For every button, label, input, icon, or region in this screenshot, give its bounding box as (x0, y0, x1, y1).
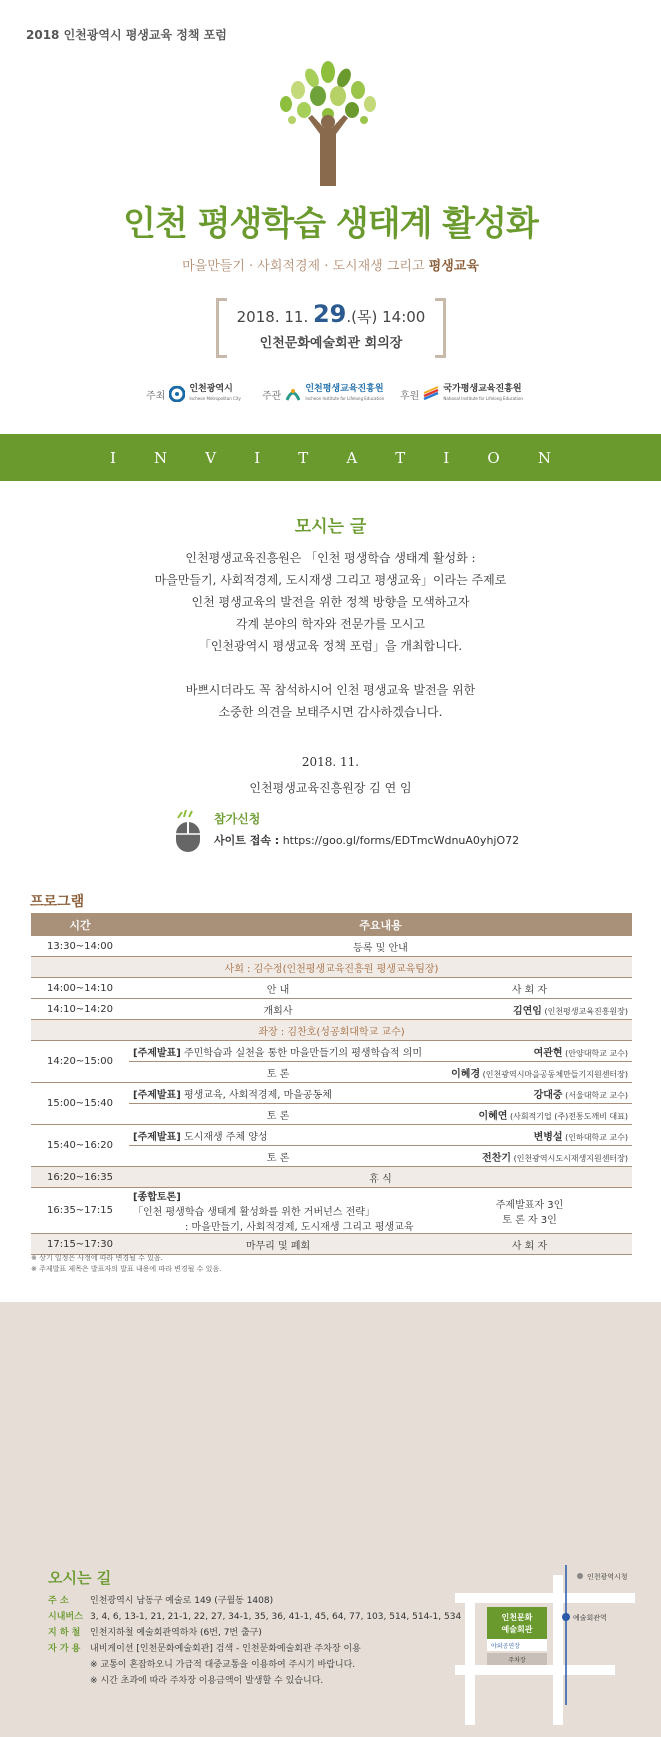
direction-key (48, 1657, 90, 1673)
subtitle-bold: 평생교육 (428, 259, 479, 274)
table-row (31, 1167, 632, 1188)
row-time: 16:35~17:15 (31, 1188, 129, 1234)
direction-row (48, 1593, 461, 1609)
banner-letter: I (110, 448, 116, 467)
map-venue-line2: 예술회관 (501, 1625, 533, 1634)
row-content (129, 1188, 427, 1234)
row-speaker (427, 1146, 632, 1167)
row-content: 등록 및 안내 (129, 936, 632, 957)
table-row (31, 1188, 632, 1234)
letter-signature: 인천평생교육진흥원장 김 연 임 (249, 781, 412, 795)
date-box (216, 298, 446, 354)
incheon-logo-icon (169, 386, 185, 402)
row-speaker: 사 회 자 (427, 1234, 632, 1255)
map-venue-line1: 인천문화 (501, 1613, 533, 1622)
banner-letter: N (537, 448, 551, 467)
banner-letter: T (298, 448, 309, 467)
direction-key: 자 가 용 (48, 1644, 81, 1654)
map-road (455, 1593, 635, 1603)
city-hall-marker (577, 1573, 583, 1579)
letter-line: 인천 평생교육의 발전을 위한 정책 방향을 모색하고자 (191, 595, 470, 609)
registration-title: 참가신청 (214, 812, 261, 826)
speaker-affiliation: (사회적기업 (주)전통도깨비 대표) (507, 1111, 629, 1121)
row-speaker (427, 1188, 632, 1234)
forum-label: 2018 인천광역시 평생교육 정책 포럼 (26, 28, 227, 42)
org-host-role: 주최 (146, 390, 166, 402)
session-tag: [주제발표] (133, 1131, 181, 1143)
letter-line: 바쁘시더라도 꼭 참석하시어 인천 평생교육 발전을 위한 (185, 683, 476, 697)
letter-line: 소중한 의견을 보태주시면 감사하겠습니다. (218, 705, 443, 719)
letter-line: 인천평생교육진흥원은 「인천 평생학습 생태계 활성화 : (185, 551, 476, 565)
map-parking-label: 주차장 (508, 1657, 526, 1664)
tree-logo (268, 60, 388, 186)
program-title: 프로그램 (30, 894, 85, 910)
registration-block (174, 808, 534, 856)
direction-value: 내비게이션 [인천문화예술회관] 검색 - 인천문화예술회관 주차장 이용 (90, 1644, 361, 1654)
direction-row (48, 1657, 461, 1673)
banner-letter: N (154, 448, 168, 467)
row-speaker: 사 회 자 (427, 978, 632, 999)
session-topic: 평생교육, 사회적경제, 마을공동체 (180, 1089, 332, 1101)
letter-line: 마을만들기, 사회적경제, 도시재생 그리고 평생교육」이라는 주제로 (154, 573, 507, 587)
letter-line: 「인천광역시 평생교육 정책 포럼」을 개최합니다. (198, 639, 463, 653)
row-time: 14:20~15:00 (31, 1041, 129, 1083)
row-time: 15:40~16:20 (31, 1125, 129, 1167)
session-tag: [종합토론] (133, 1192, 181, 1203)
schedule-note: ※ 상기 일정은 사정에 따라 변경될 수 있음. (31, 1254, 163, 1262)
panel-title: 「인천 평생학습 생태계 활성화를 위한 거버넌스 전략」 (133, 1207, 375, 1218)
col-content-header: 주요내용 (129, 913, 632, 936)
invitation-banner (0, 434, 661, 481)
row-content: 안 내 (129, 978, 427, 999)
row-content: 마무리 및 폐회 (129, 1234, 427, 1255)
speaker-affiliation: (인하대학교 교수) (562, 1132, 629, 1142)
national-institute-logo-icon (423, 386, 439, 402)
row-chair: 좌장 : 김찬호(성공회대학교 교수) (31, 1020, 632, 1041)
banner-letter: I (443, 448, 450, 467)
subtitle (0, 255, 661, 274)
panel-presenters: 주제발표자 3인 (495, 1199, 564, 1211)
row-time: 14:00~14:10 (31, 978, 129, 999)
row-time: 14:10~14:20 (31, 999, 129, 1020)
row-content: 개회사 (129, 999, 427, 1020)
session-topic: 도시재생 주체 양성 (180, 1131, 268, 1143)
date-suffix: .(목) 14:00 (346, 308, 426, 326)
map-road (455, 1665, 615, 1675)
direction-row (48, 1641, 461, 1657)
speaker-name: 김연임 (512, 1005, 542, 1017)
org-organizer-label (305, 385, 384, 403)
panel-line (133, 1188, 423, 1218)
institute-logo-icon (285, 386, 301, 402)
event-date (216, 300, 446, 328)
directions-title: 오시는 길 (48, 1569, 112, 1587)
directions-list (48, 1593, 461, 1689)
registration-url-label: 사이트 접속 : (214, 834, 280, 847)
invitation-title: 모시는 글 (294, 517, 367, 537)
speaker-affiliation: (서울대학교 교수) (562, 1090, 629, 1100)
table-header (31, 913, 632, 936)
subtitle-text: 마을만들기 · 사회적경제 · 도시재생 그리고 (182, 259, 429, 274)
direction-row (48, 1673, 461, 1689)
org-sponsor (400, 385, 523, 403)
org-organizer-role: 주관 (262, 390, 282, 402)
map-outdoor-label: 야외공연장 (491, 1643, 520, 1650)
row-speaker (427, 1062, 632, 1083)
direction-key: 시내버스 (48, 1612, 83, 1622)
direction-value: 3, 4, 6, 13-1, 21, 21-1, 22, 27, 34-1, 35, 36, 41-1, 45, 64, 77, 103, 514, 514-1, 534 (90, 1612, 462, 1622)
row-content: 휴 식 (129, 1167, 632, 1188)
org-host-label (189, 385, 241, 403)
registration-link[interactable]: https://goo.gl/forms/EDTmcWdnuA0yhjO72 (279, 834, 520, 847)
session-tag: [주제발표] (133, 1047, 181, 1059)
org-sponsor-sub: National Institute for Lifelong Education (443, 396, 523, 401)
invitation-letter (0, 547, 661, 799)
row-content (129, 1041, 427, 1062)
row-time: 17:15~17:30 (31, 1234, 129, 1255)
banner-letter: T (395, 448, 406, 467)
table-row (31, 1234, 632, 1255)
map-road (553, 1575, 563, 1725)
map-road (465, 1593, 475, 1725)
session-topic: 주민학습과 실천을 통한 마을만들기의 평생학습적 의미 (180, 1047, 423, 1059)
direction-row (48, 1625, 461, 1641)
table-row (31, 1125, 632, 1146)
table-row (31, 1020, 632, 1041)
leaf-cluster (280, 61, 376, 124)
row-speaker (427, 1104, 632, 1125)
row-speaker (427, 999, 632, 1020)
banner-letter: O (487, 448, 500, 467)
table-row (31, 936, 632, 957)
row-content: 토 론 (129, 1146, 427, 1167)
table-row (31, 1083, 632, 1104)
speaker-name: 전찬기 (482, 1152, 512, 1164)
speaker-affiliation: (인천광역시도시재생지원센터장) (511, 1153, 629, 1163)
panel-discussants: 토 론 자 3인 (502, 1214, 557, 1226)
speaker-name: 강대중 (533, 1089, 563, 1101)
date-day: 29 (312, 300, 347, 328)
banner-letter: A (346, 448, 358, 467)
row-time: 16:20~16:35 (31, 1167, 129, 1188)
speaker-name: 이혜경 (451, 1068, 481, 1080)
row-time: 15:00~15:40 (31, 1083, 129, 1125)
row-content: 토 론 (129, 1104, 427, 1125)
main-title: 인천 평생학습 생태계 활성화 (123, 204, 538, 244)
banner-letter: I (254, 448, 261, 467)
table-row (31, 978, 632, 999)
map-station-label: 예술회관역 (573, 1614, 607, 1622)
session-tag: [주제발표] (133, 1089, 181, 1101)
direction-value: 인천광역시 남동구 예술로 149 (구월동 1408) (90, 1596, 274, 1606)
org-sponsor-name: 국가평생교육진흥원 (443, 384, 522, 394)
speaker-name: 이혜연 (478, 1110, 508, 1122)
speaker-affiliation: (인천평생교육진흥원장) (541, 1006, 629, 1016)
letter-line: 각계 분야의 학자와 전문가를 모시고 (235, 617, 426, 631)
direction-value: ※ 시간 초과에 따라 주차장 이용금액이 발생할 수 있습니다. (90, 1676, 324, 1686)
map-city-hall-label: 인천광역시청 (587, 1573, 628, 1581)
row-content (129, 1125, 427, 1146)
org-host (146, 385, 241, 403)
row-speaker (427, 1125, 632, 1146)
org-organizer (262, 385, 384, 403)
location-map (455, 1565, 635, 1725)
date-prefix: 2018. 11. (236, 308, 313, 326)
row-content (129, 1083, 427, 1104)
table-row (31, 1041, 632, 1062)
station-marker (562, 1613, 570, 1621)
event-venue: 인천문화예술회관 회의장 (259, 336, 403, 351)
direction-key: 지 하 철 (48, 1628, 81, 1638)
org-organizer-name: 인천평생교육진흥원 (305, 384, 384, 394)
venue-building (487, 1607, 547, 1639)
org-organizer-sub: Incheon Institute for Lifelong Education (305, 396, 385, 401)
org-sponsor-label (443, 385, 523, 403)
speaker-name: 여관현 (533, 1047, 563, 1059)
row-mc: 사회 : 김수정(인천평생교육진흥원 평생교육팀장) (31, 957, 632, 978)
speaker-affiliation: (안양대학교 교수) (562, 1048, 629, 1058)
row-speaker (427, 1041, 632, 1062)
table-row (31, 957, 632, 978)
org-host-sub: Incheon Metropolitan City (189, 396, 241, 401)
banner-letter: V (205, 448, 217, 467)
letter-date: 2018. 11. (301, 755, 360, 769)
direction-value: 인천지하철 예술회관역하차 (6번, 7번 출구) (90, 1628, 262, 1638)
topic-note: ※ 주제발표 제목은 발표자의 발표 내용에 따라 변경될 수 있음. (31, 1265, 222, 1273)
org-host-name: 인천광역시 (189, 384, 233, 394)
direction-value: ※ 교통이 혼잡하오니 가급적 대중교통을 이용하여 주시기 바랍니다. (90, 1660, 356, 1670)
program-table (31, 913, 632, 1255)
col-time-header: 시간 (31, 913, 129, 936)
row-content: 토 론 (129, 1062, 427, 1083)
speaker-name: 변병설 (533, 1131, 563, 1143)
mouse-icon (174, 810, 202, 854)
speaker-affiliation: (인천광역시마을공동체만들기지원센터장) (480, 1069, 629, 1079)
tree-person (308, 115, 348, 186)
direction-key (48, 1673, 90, 1689)
row-speaker (427, 1083, 632, 1104)
direction-row (48, 1609, 461, 1625)
table-row (31, 999, 632, 1020)
row-time: 13:30~14:00 (31, 936, 129, 957)
direction-key: 주 소 (48, 1596, 69, 1606)
org-sponsor-role: 후원 (400, 390, 420, 402)
panel-subtitle: : 마을만들기, 사회적경제, 도시재생 그리고 평생교육 (185, 1222, 414, 1233)
organizers (0, 385, 661, 409)
registration-url[interactable] (214, 832, 519, 848)
